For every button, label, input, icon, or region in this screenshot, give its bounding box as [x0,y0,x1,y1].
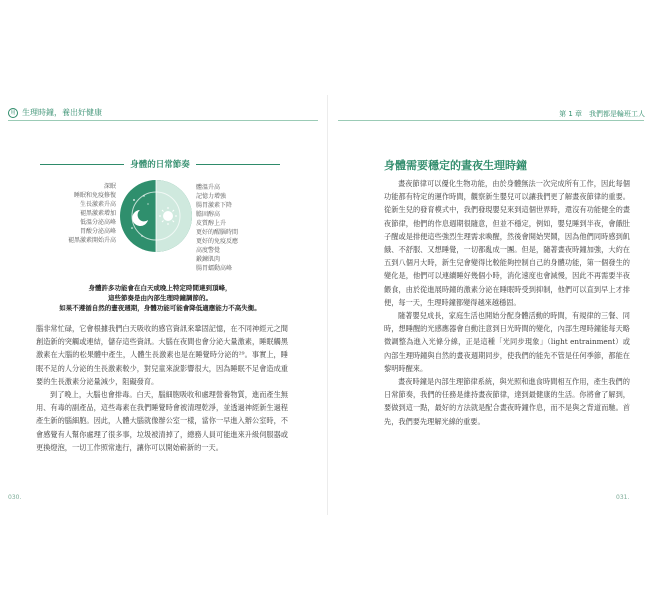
day-label: 體溫升高 [196,184,221,191]
header-rule [338,120,644,121]
day-label: 高度警覺 [196,247,221,254]
figure-title-text: 身體的日常節奏 [130,160,190,170]
paragraph: 晝夜節律可以優化生物功能，由於身體無法一次完成所有工作，因此每個功能都有特定的運作時間，觀察新生嬰兒可以讓我們更了解晝夜節律的重要。從新生兒的發育模式中，我們發現嬰兒來到這個世界時，還沒有功能健全的晝夜節律，他們的作息週期很隨意，但並不穩定，例如，嬰兒睡到半夜，會餓肚子醒或是排便這些強烈生理需求喚醒，然後會開始哭鬧，因為他們同時感到飢餓、不舒服、又想睡覺，一切都亂成一團。但是，隨著晝夜時鐘加強，大約在五到八個月大時，新生兒會變得比較能夠控制自己的身體功能，第一個發生的變化是，他們可以連續睡好幾個小時，消化速度也會減慢，因此不再需要半夜餵食，由於從進展時鐘的激素分泌在睡眠時受到抑制，他們可以直到早上才排便，每一天，生理時鐘都變得越來越穩固。 [384,179,630,307]
day-label: 皮質醇上升 [196,220,227,227]
paragraph: 腦非常忙碌，它會根據我們白天吸收的感官資訊來鞏固記憶，在不同神經元之間創造新的突觸或連結，儲存這些資訊。大腦在夜間也會分泌大量激素，睡眠觸黑激素在大腦的松果體中產生，人體生長激素也是在睡覺時分泌的²⁹。事實上，睡眠不足的人分泌的生長激素較少，對兒童來說影響很大，因為睡眠不足會造成重要的生長激素分泌量減少，阻礙發育。 [36,324,288,386]
night-labels [60,182,116,245]
left-body-text [36,322,288,454]
right-body-text [384,177,630,428]
right-running-header: 第 1 章 我們都是輪班工人 [559,110,645,118]
day-night-cycle-diagram [118,178,194,254]
title-rule-left [40,164,124,165]
figure-title [40,158,280,170]
gutter [327,95,328,515]
day-label: 更好的醒腦時間 [196,229,239,236]
night-label: 深眠 [103,183,116,190]
caption-line: 如果不遵循自然的晝夜週期，身體功能可能會降低適應能力不高失衡。 [59,304,261,312]
night-label: 睡眠和免疫修復 [73,192,116,199]
paragraph: 隨著嬰兒成長，家庭生活也開始分配身體活動的時間，有規律的三餐、同時，想睡醒的光感應器會自動注意到日光時間的變化，內部生理時鐘能每天略微調整為進入光條分線，正是這種「光同步現象」（light entrainment）或內部生理時鐘與自然的晝夜週期同步，使我們的能先不管是任何季節，都能在黎明時醒來。 [384,311,630,373]
caption-line: 身體許多功能會在白天或晚上特定時間達到頂峰， [88,284,232,292]
title-rule-right [196,164,280,165]
header-rule [8,120,318,121]
night-label: 生長激素升高 [79,201,116,208]
day-label: 鍛鍊肌肉 [196,256,221,263]
day-label: 記憶力增強 [196,193,227,200]
day-half [156,180,192,252]
night-label: 低溫分泌高峰 [79,219,116,226]
left-running-header [8,107,102,118]
day-label: 膽固醇高 [196,211,221,218]
day-label: 更好的免疫反應 [196,238,239,245]
left-page [0,0,325,609]
paragraph: 到了晚上，大腦也會排毒。白天，腦細胞吸收和處理營養物質，進而產生無用、有毒的副產品，這些毒素在我們睡覺時會被清理乾淨，並透過神經新生過程產生新的腦細胞。因此，人體大腦就像辦公室一樣，當你一早進入辦公室時，不會感覺有人幫你處理了很多事，垃圾被清掉了，總務人員可能進來升級伺服器或更換燈泡，一切工作照常進行，讓你可以開始嶄新的一天。 [36,390,288,452]
day-label: 腸胃激素下降 [196,202,233,209]
day-label: 腸胃蠕動高峰 [196,265,233,272]
caption-line: 這些節奏是由內部生理時鐘調節的。 [108,294,212,302]
figure-caption [32,283,288,313]
right-page-number: 031. [616,494,630,501]
night-label: 褪黑激素開始升高 [67,237,116,244]
night-label: 胃酸分泌高峰 [79,228,116,235]
day-labels [196,183,266,273]
book-title: 生理時鐘，養出好健康 [22,108,102,117]
left-page-number: 030. [8,494,22,501]
night-label: 褪黑激素增加 [79,210,116,217]
chapter-badge-icon: 用 [8,108,18,118]
section-heading: 身體需要穩定的晝夜生理時鐘 [384,159,527,172]
paragraph: 晝夜時鐘是內部生理節律系統，與光照和進食時間相互作用，產生我們的日常節奏，我們的任務是維持晝夜節律，達到最健康的生活。你將會了解到，要做到這一點，最好的方法就是配合晝夜時鐘作息，而不是與之背道而馳。首先，我們要先理解光線的重要。 [384,377,630,426]
